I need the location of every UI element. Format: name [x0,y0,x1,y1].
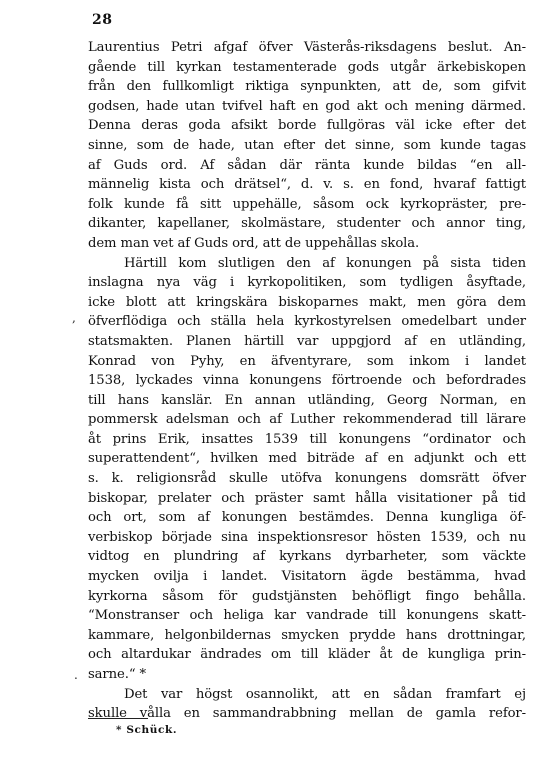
text-line: från den fullkomligt riktiga synpunkten, att de, som gifvit [88,79,526,95]
text-line: kyrkorna såsom för gudstjänsten behöfligt fingo behålla. [88,588,526,604]
text-line: s. k. religionsråd skulle utöfva konungens domsrätt öfver [88,471,526,487]
text-line: Härtill kom slutligen den af konungen på sista tiden [124,255,526,271]
text-line: Konrad von Pyhy, en äfventyrare, som inkom i landet [88,353,526,369]
text-line: till hans kanslär. En annan utländing, Georg Norman, en [88,392,526,408]
text-line: och altardukar ändrades om till kläder åt de kungliga prin- [88,647,526,663]
text-line: vidtog en plundring af kyrkans dyrbarheter, som väckte [88,549,526,565]
text-line: af Guds ord. Af sådan där ränta kunde bildas “en all- [88,157,526,173]
text-line: 1538, lyckades vinna konungens förtroende och befordrades [88,373,526,389]
text-line: skulle vålla en sammandrabbning mellan de gamla refor- [88,706,526,722]
text-line: dikanter, kapellaner, skolmästare, studenter och annor ting, [88,216,526,232]
text-line: åt prins Erik, insattes 1539 till konungens “ordinator och [88,431,526,447]
text-line: folk kunde få sitt uppehälle, såsom ock kyrkopräster, pre- [88,196,526,212]
footnote-rule [88,718,148,719]
text-line: superattendent“, hvilken med biträde af en adjunkt och ett [88,451,526,467]
text-line: Denna deras goda afsikt borde fullgöras väl icke efter det [88,118,526,134]
body-text [88,38,526,724]
text-line: sarne.“ * [88,667,147,682]
text-line: inslagna nya väg i kyrkopolitiken, som tydligen åsyftade, [88,275,526,291]
text-line: “Monstranser och heliga kar vandrade till konungens skatt- [88,608,526,624]
text-line: gående till kyrkan testamenterade gods utgår ärkebiskopen [88,59,526,75]
text-line: pommersk adelsman och af Luther rekommenderad till lärare [88,412,526,428]
text-line: godsen, hade utan tvifvel haft en god akt och mening därmed. [88,98,526,114]
margin-mark: , [72,311,76,325]
footnote: * Schück. [116,724,178,736]
text-line: biskopar, prelater och präster samt hålla visitationer på tid [88,490,526,506]
text-line: icke blott att kringskära biskoparnes makt, men göra dem [88,294,526,310]
text-line: männelig kista och drätsel“, d. v. s. en fond, hvaraf fattigt [88,177,526,193]
text-line: dem man vet af Guds ord, att de uppehållas skola. [88,235,420,251]
text-line: verbiskop började sina inspektionsresor hösten 1539, och nu [88,529,526,545]
text-line: och ort, som af konungen bestämdes. Denna kungliga öf- [88,510,526,526]
text-line: öfverflödiga och ställa hela kyrkostyrelsen omedelbart under [88,314,526,330]
page-number: 28 [92,12,113,28]
text-line: Det var högst osannolikt, att en sådan framfart ej [124,686,526,702]
text-line: mycken ovilja i landet. Visitatorn ägde bestämma, hvad [88,569,526,585]
margin-mark: . [74,668,78,682]
text-line: sinne, som de hade, utan efter det sinne, som kunde tagas [88,137,526,153]
text-line: Laurentius Petri afgaf öfver Västerås-riksdagens beslut. An- [88,40,526,55]
text-line: statsmakten. Planen härtill var uppgjord af en utländing, [88,333,526,349]
text-line: kammare, helgonbildernas smycken prydde hans drottningar, [88,627,526,643]
